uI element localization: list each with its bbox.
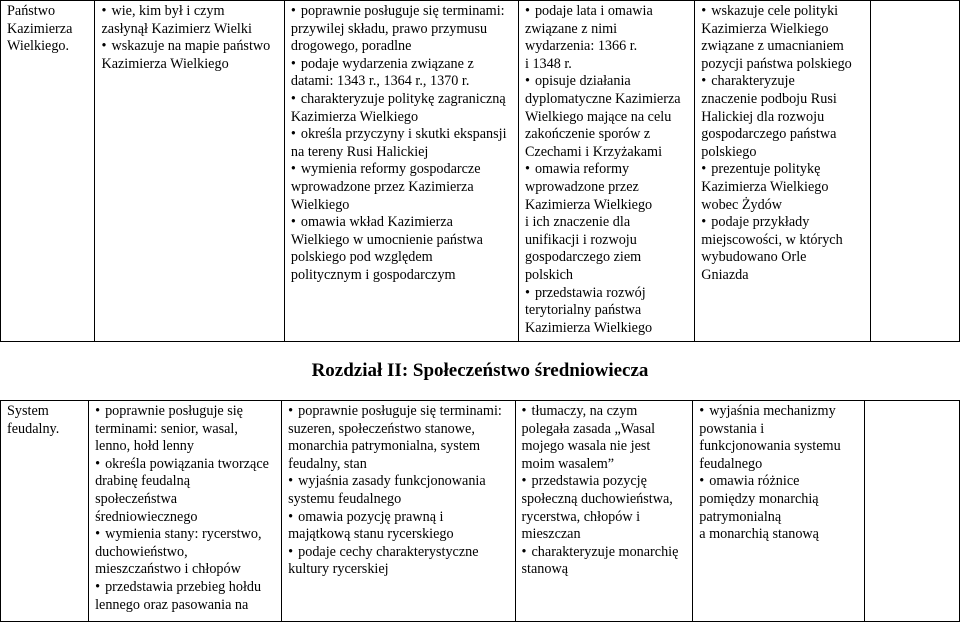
requirement-line: wobec Żydów [701,196,783,213]
topic-line: Państwo [7,3,56,19]
requirements-sufficient-cell [282,401,515,622]
requirement-line: • charakteryzuje politykę zagraniczną [291,91,512,109]
requirement-line: • opisuje działania [525,73,688,91]
topic-cell [1,1,95,342]
requirement-line: • tłumaczy, na czym [522,403,687,421]
requirement-line: Kazimierza Wielkiego [524,319,653,336]
requirement-line: duchowieństwo, [95,543,188,560]
requirement-line: polskiego [701,143,757,160]
requirement-line: • poprawnie posługuje się [95,403,275,421]
requirement-line: funkcjonowania systemu [699,438,841,455]
requirement-line: społeczeństwa [95,490,178,507]
requirements-excellent-cell [871,1,960,342]
requirement-line: polegała zasada „Wasal [521,420,656,437]
requirement-line: • wymienia reformy gospodarcze [291,161,512,179]
requirement-line: Wielkiego [290,196,350,213]
requirement-line: zakończenie sporów z [524,126,651,143]
topic-line: System [7,403,49,419]
requirement-line: moim wasalem” [521,455,615,472]
requirements-very-good-cell [693,401,865,622]
requirement-line: gospodarczego państwa [701,126,837,143]
requirement-line: na tereny Rusi Halickiej [290,143,429,160]
requirement-line: przywilej składu, prawo przymusu [290,20,488,37]
requirement-line: Kazimierza Wielkiego [524,196,653,213]
curriculum-table-feudal [0,400,960,622]
requirement-line: • omawia pozycję prawną i [288,509,508,527]
requirement-line: mieszczan [521,526,581,543]
requirement-line: • charakteryzuje monarchię [522,544,687,562]
requirement-line: • podaje cechy charakterystyczne [288,544,508,562]
requirement-line: społeczną duchowieństwa, [521,490,673,507]
requirement-line: stanową [521,561,568,578]
requirement-line: miejscowości, w których [701,231,843,248]
requirement-line: mojego wasala nie jest [521,438,651,455]
requirement-line: • przedstawia rozwój [525,285,688,303]
requirement-line: polskich [524,266,574,283]
requirement-line: pozycji państwa polskiego [701,55,852,72]
requirement-line: feudalny, stan [288,455,367,472]
requirement-line: znaczenie podboju Rusi [701,90,837,107]
requirement-line: • omawia różnice [699,473,858,491]
table-row [1,401,960,622]
requirement-line: • określa przyczyny i skutki ekspansji [291,126,512,144]
requirement-line: lennego oraz pasowania na [95,596,249,613]
requirements-sufficient-cell [284,1,518,342]
requirement-line: terminami: senior, wasal, [95,420,238,437]
requirement-line: wydarzenia: 1366 r. [524,38,638,55]
requirement-line: • charakteryzuje [701,73,864,91]
requirement-line: feudalnego [699,455,763,472]
requirement-line: drogowego, poradlne [290,38,412,55]
topic-line: Kazimierza [7,20,73,37]
requirement-line: Halickiej dla rozwoju [701,108,825,125]
requirement-line: dyplomatyczne Kazimierza [524,90,681,107]
requirement-line: Wielkiego w umocnienie państwa [290,231,483,248]
requirement-line: suzeren, społeczeństwo stanowe, [288,420,475,437]
requirement-line: • przedstawia przebieg hołdu [95,579,275,597]
requirement-line: Kazimierza Wielkiego [101,55,229,72]
requirement-line: • wymienia stany: rycerstwo, [95,526,275,544]
requirement-line: unifikacji i rozwoju [524,231,637,248]
requirement-line: mieszczaństwo i chłopów [95,561,241,578]
requirement-line: • poprawnie posługuje się terminami: [291,3,512,21]
requirement-line: kultury rycerskiej [288,561,389,578]
section-heading: Rozdział II: Społeczeństwo średniowiecza [311,360,649,381]
requirement-line: • wskazuje na mapie państwo [101,38,277,56]
section-heading-row [0,344,960,398]
requirement-line: • określa powiązania tworzące [95,456,275,474]
requirement-line: • wyjaśnia mechanizmy [699,403,858,421]
requirement-line: • przedstawia pozycję [522,473,687,491]
table-row [1,1,960,342]
requirement-line: wybudowano Orle [701,249,807,266]
requirement-line: Kazimierza Wielkiego [290,108,419,125]
requirement-line: polskiego pod względem [290,249,433,266]
requirement-line: wprowadzone przez Kazimierza [290,178,474,195]
requirements-good-cell [518,1,694,342]
topic-cell [1,401,89,622]
requirement-line: • omawia reformy [525,161,688,179]
requirements-basic-cell [89,401,282,622]
requirement-line: Wielkiego mające na celu [524,108,672,125]
requirement-line: pomiędzy monarchią [699,490,819,507]
requirement-line: i 1348 r. [524,55,572,72]
topic-line: Wielkiego. [7,38,70,55]
requirement-line: • wie, kim był i czym [101,3,277,21]
requirement-line: średniowiecznego [95,508,198,525]
requirements-basic-cell [95,1,284,342]
requirement-line: zasłynął Kazimierz Wielki [101,20,252,37]
requirement-line: systemu feudalnego [288,490,402,507]
requirement-line: Czechami i Krzyżakami [524,143,663,160]
requirement-line: • poprawnie posługuje się terminami: [288,403,508,421]
requirement-line: politycznym i gospodarczym [290,266,456,283]
requirement-line: • wyjaśnia zasady funkcjonowania [288,473,508,491]
requirement-line: • podaje przykłady [701,214,864,232]
requirement-line: gospodarczego ziem [524,249,642,266]
requirement-line: powstania i [699,420,765,437]
requirements-very-good-cell [695,1,871,342]
requirement-line: Gniazda [701,266,749,283]
requirement-line: • prezentuje politykę [701,161,864,179]
requirement-line: rycerstwa, chłopów i [521,508,641,525]
requirement-line: i ich znaczenie dla [524,214,631,231]
requirement-line: majątkową stanu rycerskiego [288,526,454,543]
requirement-line: Kazimierza Wielkiego [701,178,829,195]
requirement-line: • podaje lata i omawia [525,3,688,21]
requirement-line: datami: 1343 r., 1364 r., 1370 r. [290,73,470,90]
requirement-line: • podaje wydarzenia związane z [291,56,512,74]
requirement-line: Kazimierza Wielkiego [701,20,829,37]
requirements-excellent-cell [865,401,960,622]
requirement-line: wprowadzone przez [524,178,639,195]
requirement-line: a monarchią stanową [699,526,819,543]
topic-line: feudalny. [7,420,60,437]
requirements-good-cell [515,401,693,622]
requirement-line: związane z umacnianiem [701,38,844,55]
requirement-line: monarchia patrymonialna, system [288,438,480,455]
requirement-line: lenno, hołd lenny [95,438,194,455]
requirement-line: związane z nimi [524,20,618,37]
requirement-line: terytorialny państwa [524,302,642,319]
requirement-line: drabinę feudalną [95,473,191,490]
requirement-line: • omawia wkład Kazimierza [291,214,512,232]
requirement-line: • wskazuje cele polityki [701,3,864,21]
requirement-line: patrymonialną [699,508,782,525]
